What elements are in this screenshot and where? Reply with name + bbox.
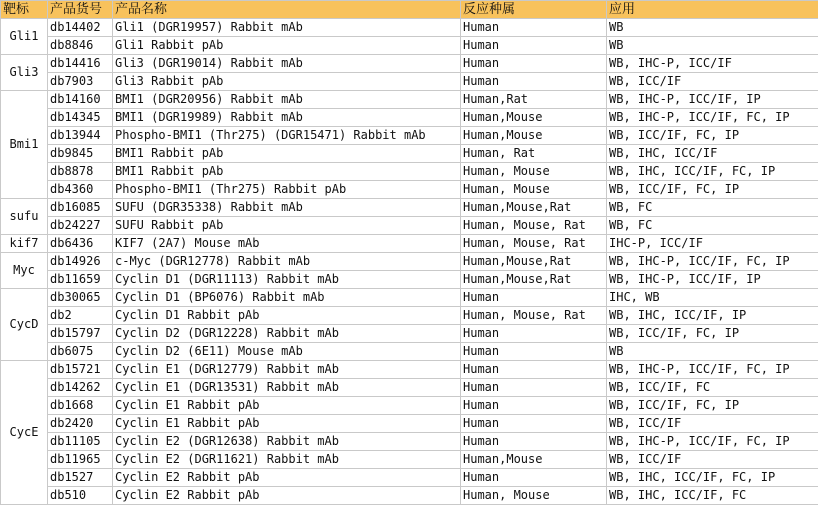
table-row <box>1 91 818 109</box>
catalog-number-cell: db14416 <box>48 55 113 73</box>
table-row <box>1 433 818 451</box>
reactivity-cell: Human <box>461 325 607 343</box>
product-name-cell: Cyclin E2 Rabbit pAb <box>113 469 461 487</box>
catalog-number-cell: db9845 <box>48 145 113 163</box>
table-row <box>1 487 818 505</box>
catalog-number-cell: db24227 <box>48 217 113 235</box>
reactivity-cell: Human,Mouse <box>461 127 607 145</box>
reactivity-cell: Human, Mouse <box>461 181 607 199</box>
product-name-cell: BMI1 Rabbit pAb <box>113 163 461 181</box>
catalog-number-cell: db14345 <box>48 109 113 127</box>
product-name-cell: Cyclin D1 (BP6076) Rabbit mAb <box>113 289 461 307</box>
application-cell: WB <box>607 343 818 361</box>
table-row <box>1 37 818 55</box>
application-cell: IHC, WB <box>607 289 818 307</box>
reactivity-cell: Human, Mouse, Rat <box>461 235 607 253</box>
reactivity-cell: Human <box>461 343 607 361</box>
table-row <box>1 181 818 199</box>
table-row <box>1 55 818 73</box>
target-cell: CycE <box>1 361 48 505</box>
table-body <box>1 19 818 505</box>
table-row <box>1 289 818 307</box>
reactivity-cell: Human <box>461 289 607 307</box>
table-row <box>1 235 818 253</box>
catalog-number-cell: db15721 <box>48 361 113 379</box>
reactivity-cell: Human <box>461 361 607 379</box>
product-name-cell: Cyclin E1 Rabbit pAb <box>113 415 461 433</box>
product-name-cell: BMI1 (DGR19989) Rabbit mAb <box>113 109 461 127</box>
product-name-cell: Gli3 Rabbit pAb <box>113 73 461 91</box>
application-cell: WB, ICC/IF, FC, IP <box>607 397 818 415</box>
catalog-number-cell: db4360 <box>48 181 113 199</box>
application-cell: WB, IHC-P, ICC/IF, FC, IP <box>607 361 818 379</box>
product-name-cell: Cyclin E2 (DGR12638) Rabbit mAb <box>113 433 461 451</box>
catalog-number-cell: db16085 <box>48 199 113 217</box>
catalog-number-cell: db14926 <box>48 253 113 271</box>
reactivity-cell: Human <box>461 73 607 91</box>
reactivity-cell: Human <box>461 415 607 433</box>
reactivity-cell: Human <box>461 19 607 37</box>
application-cell: WB <box>607 37 818 55</box>
product-name-cell: Cyclin D2 (6E11) Mouse mAb <box>113 343 461 361</box>
target-cell: CycD <box>1 289 48 361</box>
header-row <box>1 1 818 19</box>
application-cell: WB, IHC-P, ICC/IF, FC, IP <box>607 433 818 451</box>
target-cell: sufu <box>1 199 48 235</box>
table-row <box>1 127 818 145</box>
table-row <box>1 19 818 37</box>
product-name-cell: Cyclin E1 (DGR12779) Rabbit mAb <box>113 361 461 379</box>
table-row <box>1 199 818 217</box>
table-row <box>1 307 818 325</box>
target-cell: Gli3 <box>1 55 48 91</box>
reactivity-cell: Human, Mouse <box>461 163 607 181</box>
catalog-number-cell: db1668 <box>48 397 113 415</box>
reactivity-cell: Human,Rat <box>461 91 607 109</box>
reactivity-cell: Human, Rat <box>461 145 607 163</box>
application-cell: WB, FC <box>607 199 818 217</box>
catalog-number-cell: db6075 <box>48 343 113 361</box>
reactivity-cell: Human,Mouse <box>461 109 607 127</box>
table-row <box>1 145 818 163</box>
catalog-number-cell: db15797 <box>48 325 113 343</box>
table-row <box>1 451 818 469</box>
reactivity-cell: Human, Mouse <box>461 487 607 505</box>
product-name-cell: Cyclin E2 (DGR11621) Rabbit mAb <box>113 451 461 469</box>
table-row <box>1 361 818 379</box>
application-cell: IHC-P, ICC/IF <box>607 235 818 253</box>
table-row <box>1 109 818 127</box>
table-row <box>1 271 818 289</box>
reactivity-cell: Human <box>461 55 607 73</box>
table-row <box>1 397 818 415</box>
application-cell: WB, IHC, ICC/IF <box>607 145 818 163</box>
product-name-cell: Gli1 Rabbit pAb <box>113 37 461 55</box>
reactivity-cell: Human, Mouse, Rat <box>461 217 607 235</box>
reactivity-cell: Human,Mouse,Rat <box>461 253 607 271</box>
table-row <box>1 415 818 433</box>
header-catalog-number: 产品货号 <box>48 1 113 19</box>
application-cell: WB, ICC/IF <box>607 73 818 91</box>
target-cell: Bmi1 <box>1 91 48 199</box>
product-name-cell: Phospho-BMI1 (Thr275) (DGR15471) Rabbit mAb <box>113 127 461 145</box>
reactivity-cell: Human,Mouse,Rat <box>461 271 607 289</box>
reactivity-cell: Human <box>461 37 607 55</box>
table-row <box>1 343 818 361</box>
product-name-cell: Cyclin D1 Rabbit pAb <box>113 307 461 325</box>
catalog-number-cell: db14402 <box>48 19 113 37</box>
product-name-cell: Cyclin D2 (DGR12228) Rabbit mAb <box>113 325 461 343</box>
catalog-number-cell: db14262 <box>48 379 113 397</box>
application-cell: WB, FC <box>607 217 818 235</box>
product-name-cell: SUFU Rabbit pAb <box>113 217 461 235</box>
catalog-number-cell: db11659 <box>48 271 113 289</box>
product-name-cell: SUFU (DGR35338) Rabbit mAb <box>113 199 461 217</box>
table-row <box>1 73 818 91</box>
application-cell: WB <box>607 19 818 37</box>
product-name-cell: Phospho-BMI1 (Thr275) Rabbit pAb <box>113 181 461 199</box>
product-name-cell: BMI1 (DGR20956) Rabbit mAb <box>113 91 461 109</box>
reactivity-cell: Human <box>461 433 607 451</box>
application-cell: WB, IHC-P, ICC/IF <box>607 55 818 73</box>
application-cell: WB, IHC, ICC/IF, FC, IP <box>607 163 818 181</box>
table-row <box>1 379 818 397</box>
catalog-number-cell: db11965 <box>48 451 113 469</box>
product-name-cell: Cyclin E2 Rabbit pAb <box>113 487 461 505</box>
catalog-number-cell: db1527 <box>48 469 113 487</box>
application-cell: WB, IHC-P, ICC/IF, FC, IP <box>607 253 818 271</box>
table-row <box>1 469 818 487</box>
header-target: 靶标 <box>1 1 48 19</box>
product-name-cell: Cyclin E1 (DGR13531) Rabbit mAb <box>113 379 461 397</box>
product-name-cell: Gli3 (DGR19014) Rabbit mAb <box>113 55 461 73</box>
table-row <box>1 163 818 181</box>
target-cell: Myc <box>1 253 48 289</box>
application-cell: WB, ICC/IF, FC, IP <box>607 127 818 145</box>
application-cell: WB, IHC-P, ICC/IF, IP <box>607 91 818 109</box>
product-name-cell: Cyclin E1 Rabbit pAb <box>113 397 461 415</box>
reactivity-cell: Human,Mouse,Rat <box>461 199 607 217</box>
application-cell: WB, ICC/IF, FC, IP <box>607 325 818 343</box>
product-name-cell: Cyclin D1 (DGR11113) Rabbit mAb <box>113 271 461 289</box>
application-cell: WB, ICC/IF <box>607 451 818 469</box>
table-row <box>1 217 818 235</box>
catalog-number-cell: db11105 <box>48 433 113 451</box>
target-cell: kif7 <box>1 235 48 253</box>
target-cell: Gli1 <box>1 19 48 55</box>
application-cell: WB, IHC, ICC/IF, FC <box>607 487 818 505</box>
table-row <box>1 253 818 271</box>
application-cell: WB, ICC/IF, FC <box>607 379 818 397</box>
product-name-cell: c-Myc (DGR12778) Rabbit mAb <box>113 253 461 271</box>
catalog-number-cell: db8878 <box>48 163 113 181</box>
catalog-number-cell: db30065 <box>48 289 113 307</box>
application-cell: WB, IHC, ICC/IF, IP <box>607 307 818 325</box>
header-reactivity: 反应种属 <box>461 1 607 19</box>
catalog-number-cell: db7903 <box>48 73 113 91</box>
catalog-number-cell: db6436 <box>48 235 113 253</box>
catalog-number-cell: db2 <box>48 307 113 325</box>
catalog-number-cell: db13944 <box>48 127 113 145</box>
reactivity-cell: Human, Mouse, Rat <box>461 307 607 325</box>
product-name-cell: KIF7 (2A7) Mouse mAb <box>113 235 461 253</box>
application-cell: WB, IHC-P, ICC/IF, IP <box>607 271 818 289</box>
catalog-number-cell: db2420 <box>48 415 113 433</box>
table-row <box>1 325 818 343</box>
application-cell: WB, IHC-P, ICC/IF, FC, IP <box>607 109 818 127</box>
product-name-cell: BMI1 Rabbit pAb <box>113 145 461 163</box>
application-cell: WB, IHC, ICC/IF, FC, IP <box>607 469 818 487</box>
reactivity-cell: Human <box>461 379 607 397</box>
header-product-name: 产品名称 <box>113 1 461 19</box>
catalog-number-cell: db14160 <box>48 91 113 109</box>
catalog-number-cell: db510 <box>48 487 113 505</box>
reactivity-cell: Human <box>461 469 607 487</box>
reactivity-cell: Human,Mouse <box>461 451 607 469</box>
application-cell: WB, ICC/IF <box>607 415 818 433</box>
reactivity-cell: Human <box>461 397 607 415</box>
product-name-cell: Gli1 (DGR19957) Rabbit mAb <box>113 19 461 37</box>
application-cell: WB, ICC/IF, FC, IP <box>607 181 818 199</box>
header-application: 应用 <box>607 1 818 19</box>
catalog-number-cell: db8846 <box>48 37 113 55</box>
